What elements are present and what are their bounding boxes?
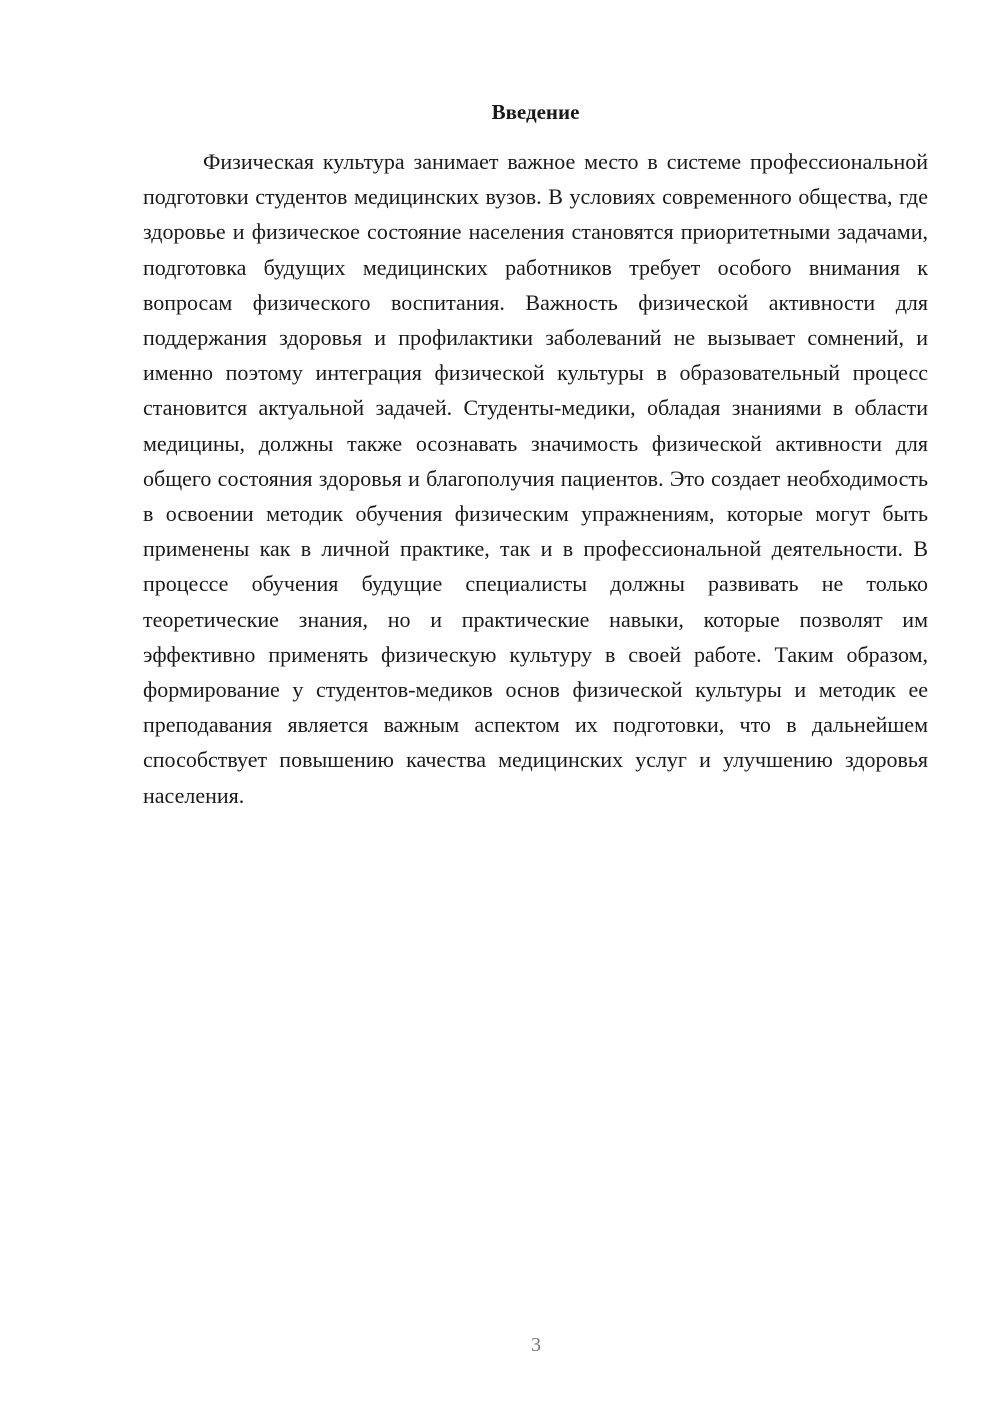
page-number: 3 bbox=[531, 1334, 541, 1356]
body-paragraph: Физическая культура занимает важное место в системе профессиональной подготовки студентов медицинских вузов. В условиях современного общества, где здоровье и физическое состояние населения становятся приоритетными задачами, подготовка будущих медицинских работников требует особого внимания к вопросам физического воспитания. Важность физической активности для поддержания здоровья и профилактики заболеваний не вызывает сомнений, и именно поэтому интеграция физической культуры в образовательный процесс становится актуальной задачей. Студенты-медики, обладая знаниями в области медицины, должны также осознавать значимость физической активности для общего состояния здоровья и благополучия пациентов. Это создает необходимость в освоении методик обучения физическим упражнениям, которые могут быть применены как в личной практике, так и в профессиональной деятельности. В процессе обучения будущие специалисты должны развивать не только теоретические знания, но и практические навыки, которые позволят им эффективно применять физическую культуру в своей работе. Таким образом, формирование у студентов-медиков основ физической культуры и методик ее преподавания является важным аспектом их подготовки, что в дальнейшем способствует повышению качества медицинских услуг и улучшению здоровья населения. bbox=[143, 149, 928, 808]
section-heading: Введение bbox=[491, 100, 580, 124]
